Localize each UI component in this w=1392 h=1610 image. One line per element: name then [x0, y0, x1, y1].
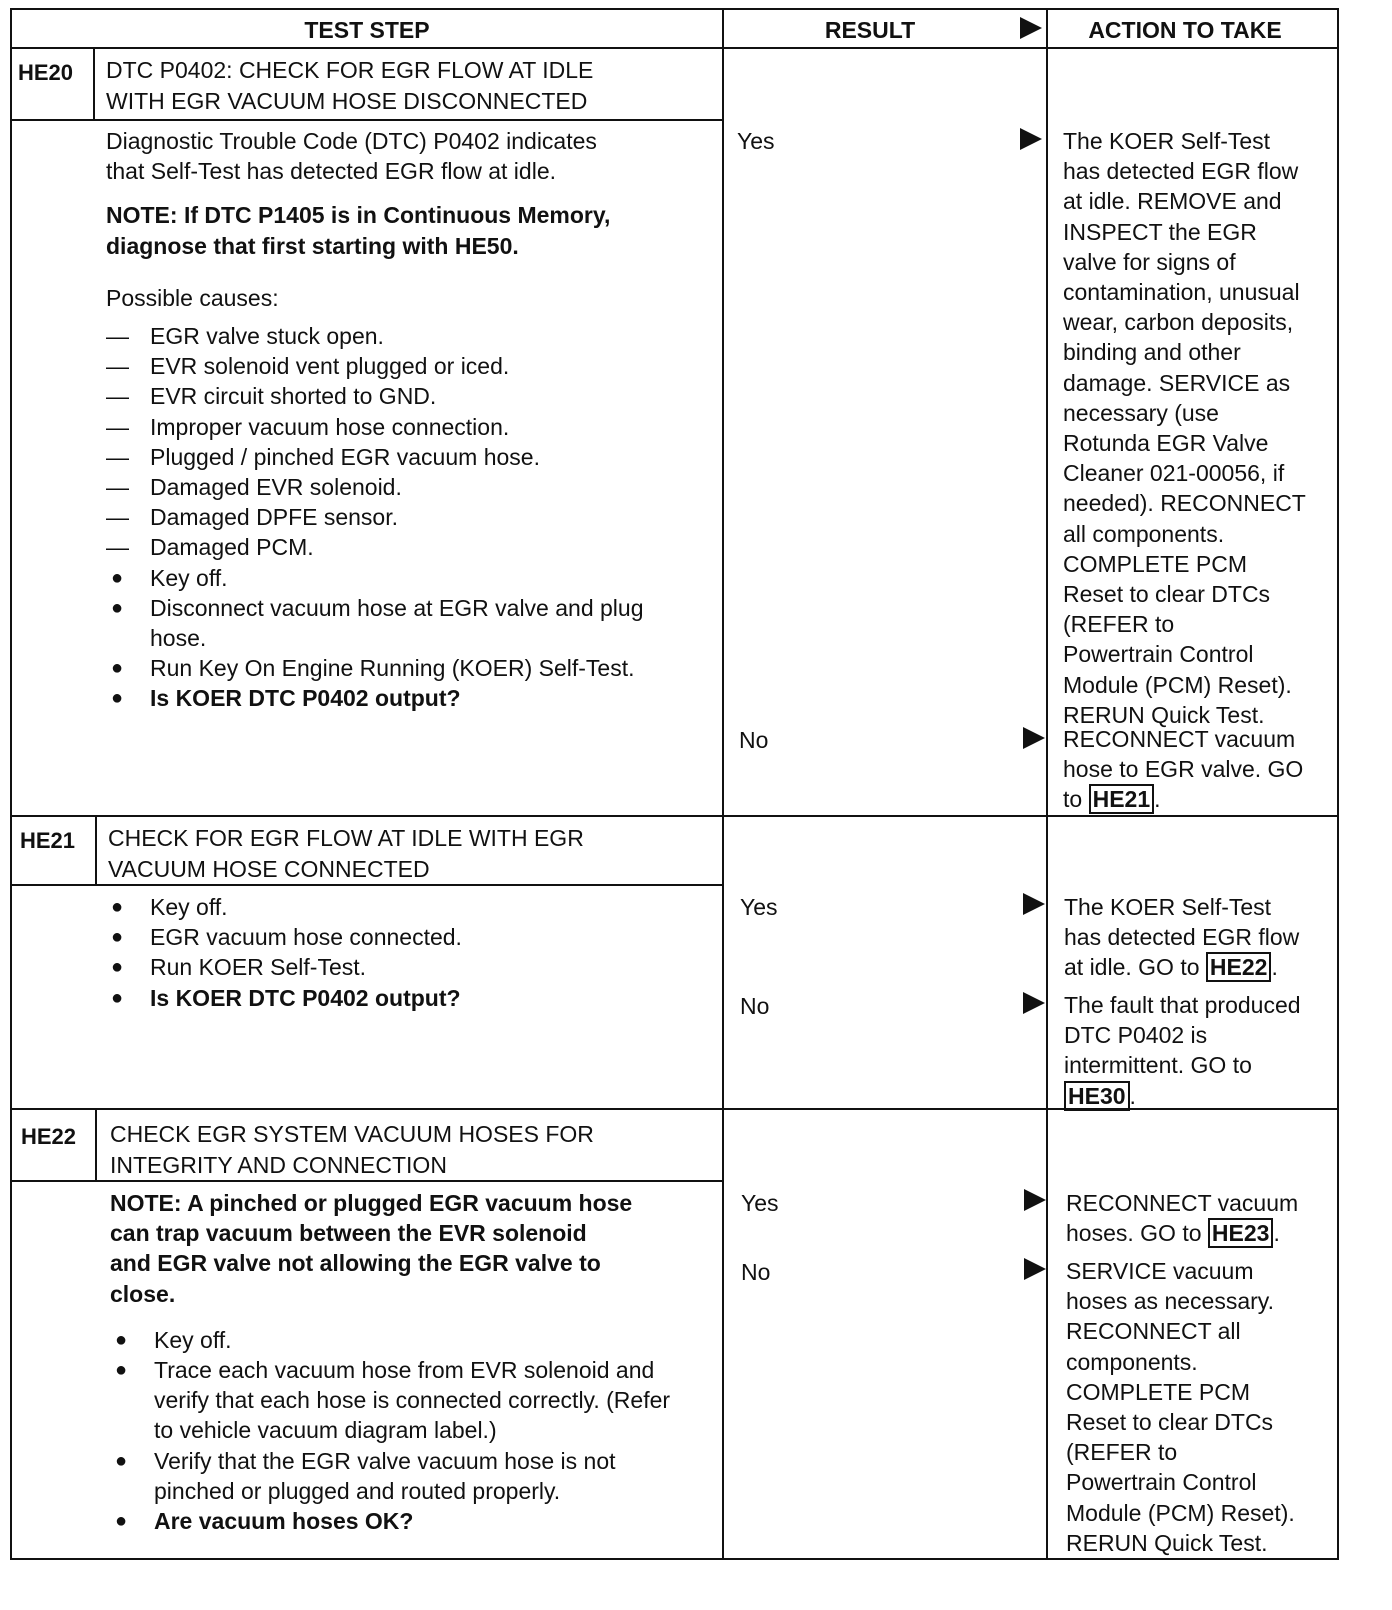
possible-causes-label: Possible causes: [106, 284, 279, 311]
code-divider-he22 [95, 1108, 97, 1181]
cause-item: — EVR circuit shorted to GND. [106, 381, 716, 411]
step-body-he20 [106, 126, 716, 714]
arrow-icon [1023, 893, 1045, 915]
step-code-he21: HE21 [20, 828, 76, 853]
result-yes-he22: Yes [741, 1190, 779, 1216]
bullet-icon: ● [115, 1328, 128, 1351]
step-ref-link[interactable]: HE23 [1208, 1218, 1274, 1248]
row-divider-he21 [10, 815, 1339, 817]
note-text: NOTE: A pinched or plugged EGR vacuum hose can trap vacuum between the EVR solenoid and EGR valve not allowing the EGR valve to close. [110, 1190, 633, 1307]
title-underline-he22 [10, 1180, 724, 1182]
procedure-item: ● Verify that the EGR valve vacuum hose is not pinched or plugged and routed properly. [115, 1447, 616, 1504]
result-no-he22: No [741, 1259, 771, 1285]
cause-item: — EGR valve stuck open. [106, 321, 716, 351]
procedure-item: ● Key off. [106, 563, 716, 593]
step-title-he20: DTC P0402: CHECK FOR EGR FLOW AT IDLE WITH EGR VACUUM HOSE DISCONNECTED [106, 57, 594, 114]
cause-item: — Plugged / pinched EGR vacuum hose. [106, 442, 716, 472]
table-border-left [10, 8, 12, 1560]
result-column-divider [722, 8, 724, 1560]
step-title-he22: CHECK EGR SYSTEM VACUUM HOSES FOR INTEGRITY AND CONNECTION [110, 1121, 594, 1178]
bullet-icon: ● [115, 1510, 128, 1533]
result-no-he21: No [740, 993, 770, 1019]
title-underline-he21 [10, 884, 724, 886]
action-no-he22: SERVICE vacuum hoses as necessary. RECONNECT all components. COMPLETE PCM Reset to clear DTCs (REFER to Powertrain Control Module (PCM) Reset). RERUN Quick Test. [1066, 1258, 1295, 1556]
question-item: ● Are vacuum hoses OK? [110, 1506, 710, 1536]
procedure-item: ● EGR vacuum hose connected. [106, 922, 716, 952]
action-yes-he21: The KOER Self-Test has detected EGR flow at idle. GO to HE22 . [1064, 894, 1300, 981]
question-item: ● Is KOER DTC P0402 output? [106, 983, 716, 1013]
header-test-step: TEST STEP [304, 17, 430, 43]
cause-item: — Damaged DPFE sensor. [106, 502, 716, 532]
question-item: ● Is KOER DTC P0402 output? [106, 683, 716, 713]
dash-icon: — [106, 443, 129, 470]
step-code-he22: HE22 [21, 1124, 77, 1149]
dash-icon: — [106, 474, 129, 501]
result-yes-he21: Yes [740, 894, 778, 920]
header-action: ACTION TO TAKE [1088, 17, 1282, 43]
step-code-he20: HE20 [18, 60, 74, 85]
dash-icon: — [106, 504, 129, 531]
bullet-icon: ● [111, 986, 124, 1009]
procedure-item: ● Key off. [106, 892, 716, 922]
result-yes-he20: Yes [737, 128, 775, 154]
title-underline-he20 [10, 119, 724, 121]
table-border-top [10, 8, 1339, 10]
header-arrow-icon [1020, 17, 1042, 39]
cause-item: — EVR solenoid vent plugged or iced. [106, 351, 716, 381]
action-no-he21: The fault that produced DTC P0402 is intermittent. GO to HE30 . [1064, 992, 1301, 1109]
bullet-icon: ● [111, 687, 124, 710]
dash-icon: — [106, 534, 129, 561]
dash-icon: — [106, 383, 129, 410]
action-no-he20: RECONNECT vacuum hose to EGR valve. GO to HE21 . [1063, 726, 1304, 813]
bullet-icon: ● [111, 926, 124, 949]
dash-icon: — [106, 323, 129, 350]
step-ref-link[interactable]: HE30 [1064, 1081, 1130, 1111]
header-divider [10, 47, 1339, 49]
dash-icon: — [106, 413, 129, 440]
cause-item: — Improper vacuum hose connection. [106, 412, 716, 442]
action-yes-he22: RECONNECT vacuum hoses. GO to HE23 . [1066, 1190, 1299, 1247]
cause-item: — Damaged PCM. [106, 532, 716, 562]
procedure-item: ● Trace each vacuum hose from EVR solenoid and verify that each hose is connected correctly. (Refer to vehicle vacuum diagram label.) [115, 1357, 671, 1444]
arrow-icon [1024, 1189, 1046, 1211]
procedure-item: ● Key off. [110, 1325, 710, 1355]
step-body-he22 [110, 1188, 710, 1536]
step-body-he21 [106, 892, 716, 1013]
arrow-icon [1024, 1258, 1046, 1280]
bullet-icon: ● [115, 1359, 128, 1382]
step-ref-link[interactable]: HE22 [1206, 952, 1272, 982]
cause-item: — Damaged EVR solenoid. [106, 472, 716, 502]
dash-icon: — [106, 353, 129, 380]
bullet-icon: ● [111, 596, 124, 619]
bullet-icon: ● [111, 566, 124, 589]
table-border-bottom [10, 1558, 1339, 1560]
note-text: NOTE: If DTC P1405 is in Continuous Memory, diagnose that first starting with HE50. [106, 202, 611, 259]
action-yes-he20: The KOER Self-Test has detected EGR flow at idle. REMOVE and INSPECT the EGR valve for signs of contamination, unusual wear, carbon deposits, binding and other damage. SERVICE as necessary (use Rotunda EGR Valve Cleaner 021-00056, if needed). RECONNECT all components. COMPLETE PCM Reset to clear DTCs (REFER to Powertrain Control Module (PCM) Reset). RERUN Quick Test. [1063, 128, 1306, 728]
code-divider-he20 [93, 47, 95, 121]
bullet-icon: ● [111, 657, 124, 680]
bullet-icon: ● [111, 956, 124, 979]
arrow-icon [1023, 992, 1045, 1014]
arrow-icon [1020, 128, 1042, 150]
header-result: RESULT [824, 17, 916, 43]
procedure-item: ● Run KOER Self-Test. [106, 952, 716, 982]
procedure-item: ● Disconnect vacuum hose at EGR valve and plug hose. [111, 594, 644, 652]
arrow-icon [1023, 727, 1045, 749]
bullet-icon: ● [115, 1449, 128, 1472]
bullet-icon: ● [111, 896, 124, 918]
procedure-item: ● Run Key On Engine Running (KOER) Self-Test. [106, 653, 716, 683]
code-divider-he21 [95, 815, 97, 886]
step-ref-link[interactable]: HE21 [1089, 784, 1155, 814]
step-title-he21: CHECK FOR EGR FLOW AT IDLE WITH EGR VACUUM HOSE CONNECTED [108, 825, 584, 882]
action-column-divider [1046, 8, 1048, 1560]
result-no-he20: No [739, 727, 769, 753]
intro-text: Diagnostic Trouble Code (DTC) P0402 indicates that Self-Test has detected EGR flow at idle. [106, 128, 597, 185]
